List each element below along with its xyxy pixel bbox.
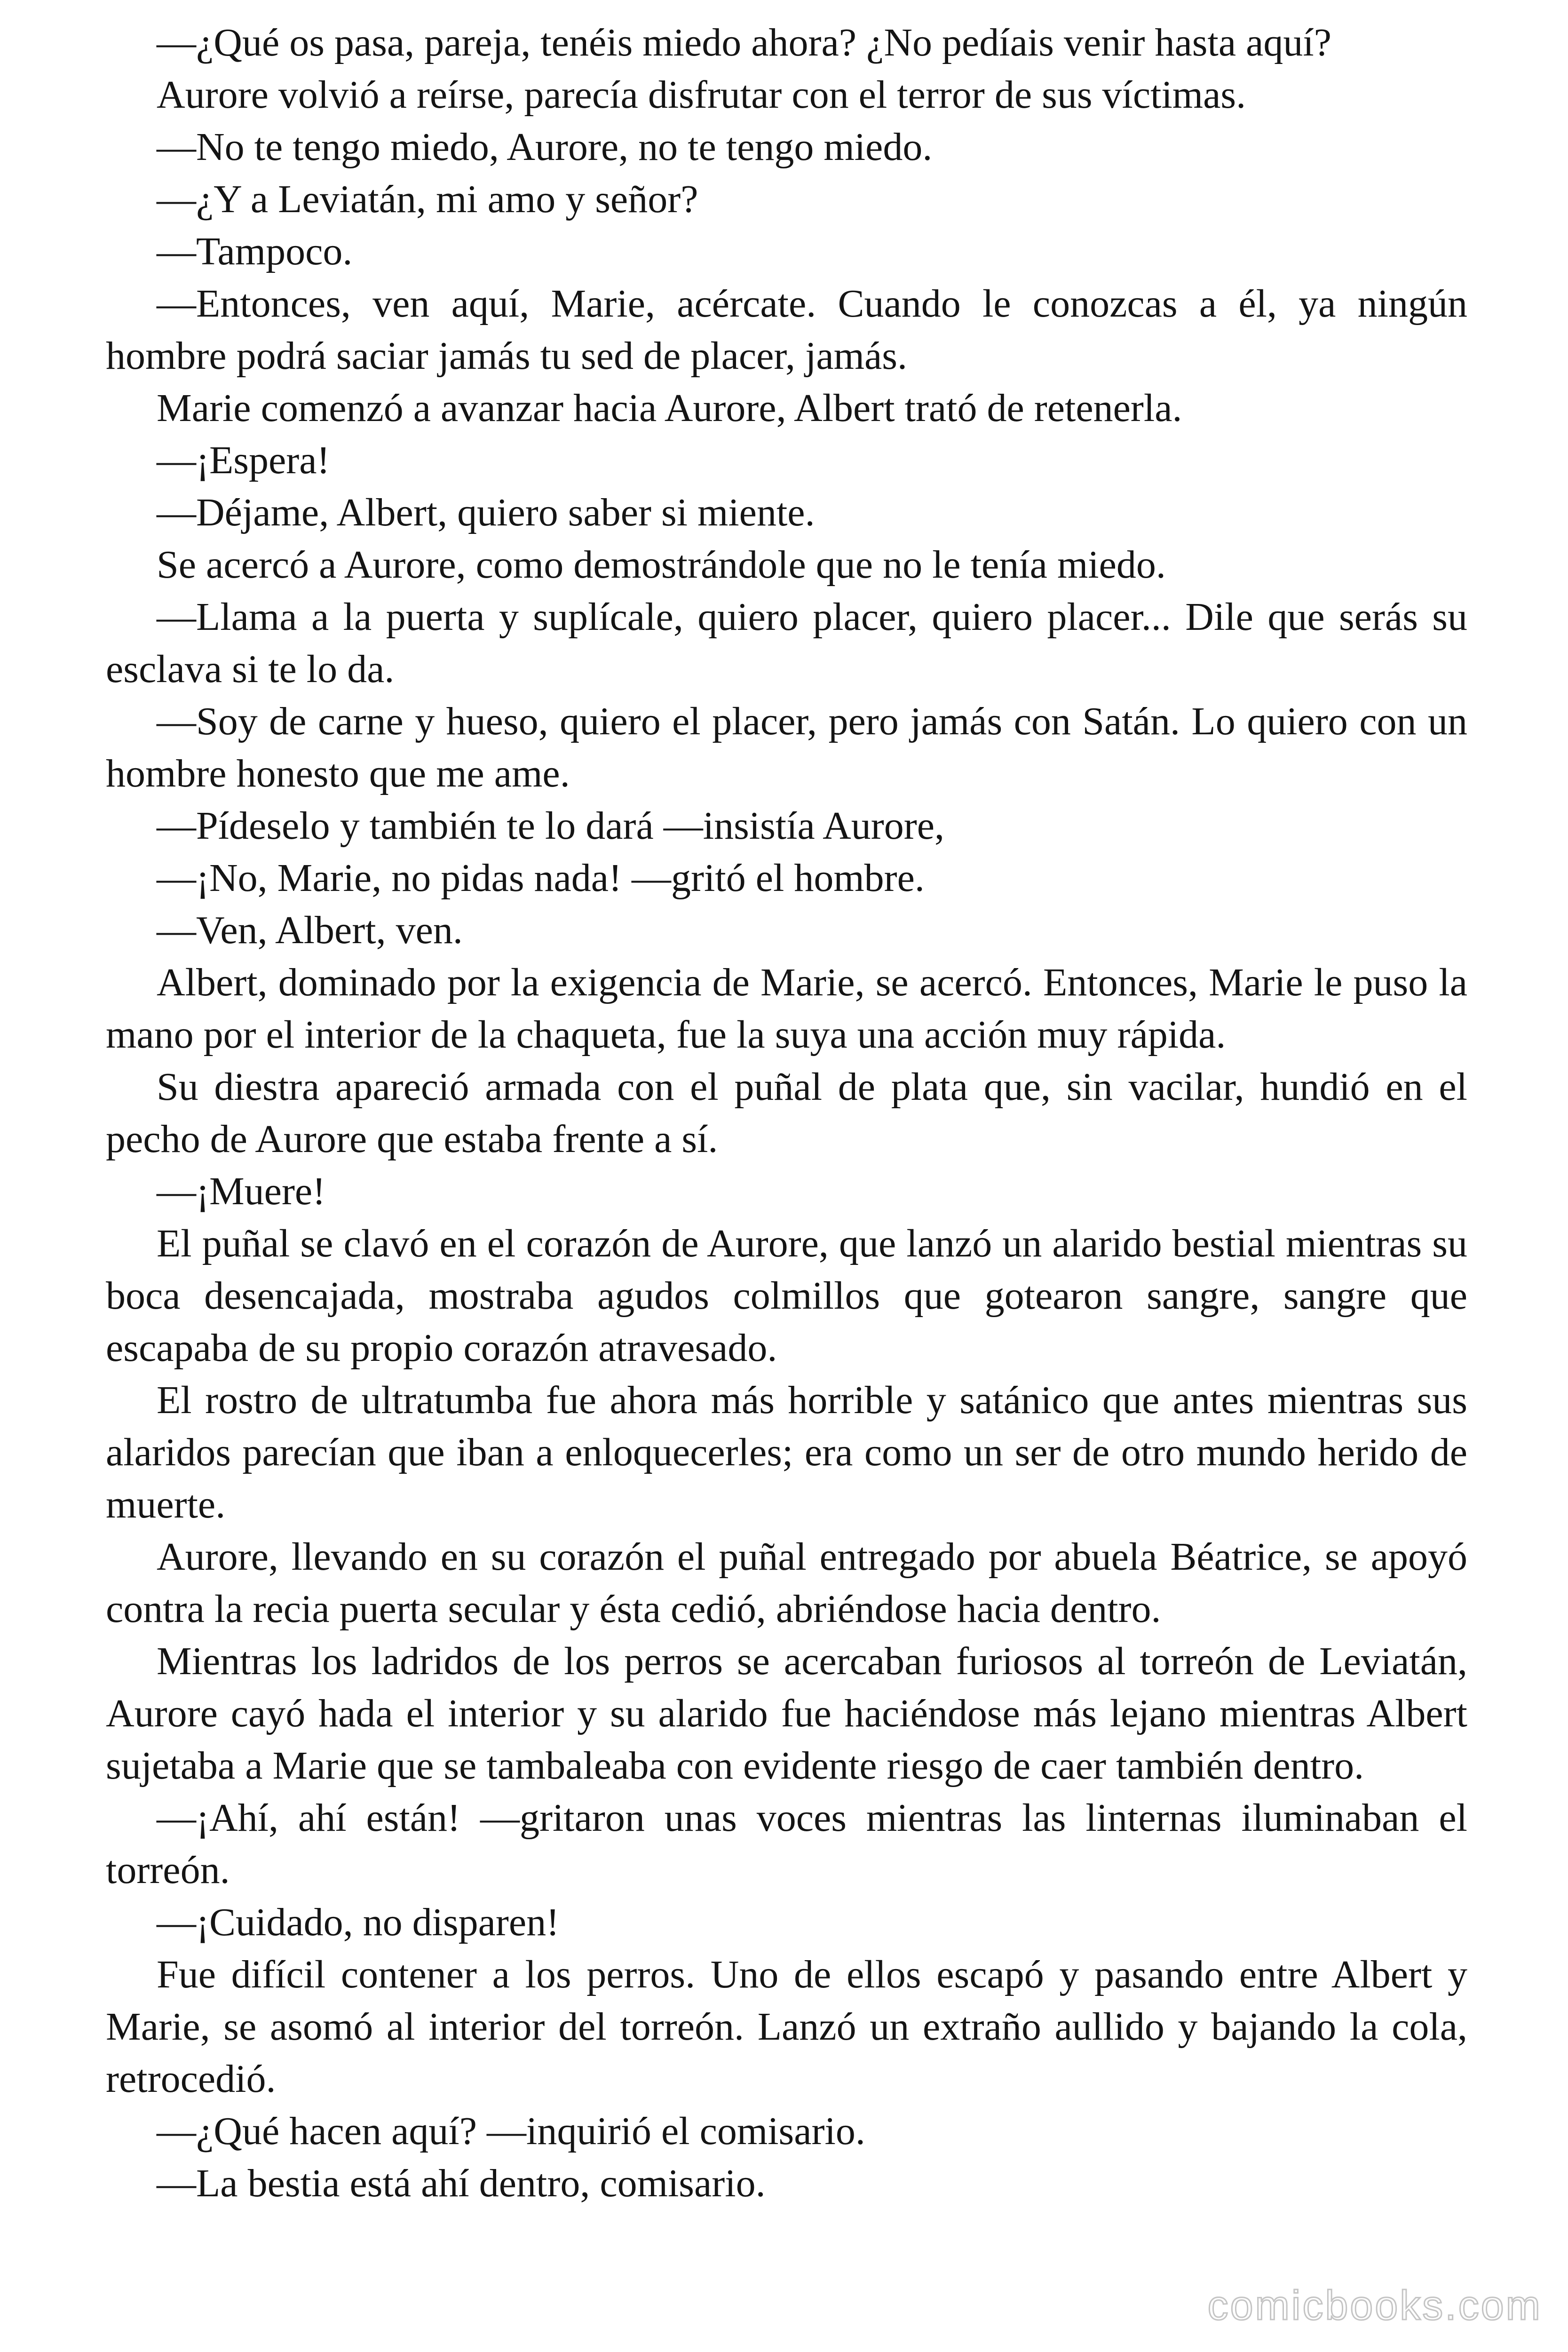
page-body: [106, 16, 1467, 2209]
paragraph: Aurore, llevando en su corazón el puñal entregado por abuela Béatrice, se apoyó contra la recia puerta secular y ésta cedió, abriéndose hacia dentro.: [106, 1535, 1467, 1631]
paragraph: —¿Y a Leviatán, mi amo y señor?: [157, 177, 698, 221]
paragraph: —La bestia está ahí dentro, comisario.: [157, 2161, 766, 2205]
paragraph: —¿Qué os pasa, pareja, tenéis miedo ahora? ¿No pedíais venir hasta aquí?: [157, 21, 1332, 64]
paragraph: —¡Ahí, ahí están! —gritaron unas voces mientras las linternas iluminaban el torreón.: [106, 1796, 1467, 1892]
paragraph: —No te tengo miedo, Aurore, no te tengo miedo.: [157, 125, 933, 169]
paragraph: Aurore volvió a reírse, parecía disfrutar con el terror de sus víctimas.: [157, 73, 1246, 117]
paragraph: El puñal se clavó en el corazón de Aurore, que lanzó un alarido bestial mientras su boca desencajada, mostraba agudos colmillos que gotearon sangre, sangre que escapaba de su propio corazón atravesado.: [106, 1222, 1467, 1370]
paragraph: —Llama a la puerta y suplícale, quiero placer, quiero placer... Dile que serás su esclava si te lo da.: [106, 595, 1467, 691]
paragraph: —Pídeselo y también te lo dará —insistía Aurore,: [157, 804, 944, 848]
paragraph: —Ven, Albert, ven.: [157, 908, 463, 952]
paragraph: —¿Qué hacen aquí? —inquirió el comisario.: [157, 2109, 865, 2153]
paragraph: Marie comenzó a avanzar hacia Aurore, Albert trató de retenerla.: [157, 386, 1182, 430]
paragraph: —¡Cuidado, no disparen!: [157, 1900, 560, 1944]
paragraph: Albert, dominado por la exigencia de Marie, se acercó. Entonces, Marie le puso la mano por el interior de la chaqueta, fue la suya una acción muy rápida.: [106, 961, 1467, 1057]
paragraph: —Entonces, ven aquí, Marie, acércate. Cuando le conozcas a él, ya ningún hombre podrá saciar jamás tu sed de placer, jamás.: [106, 282, 1467, 378]
paragraph: —¡No, Marie, no pidas nada! —gritó el hombre.: [157, 856, 925, 900]
paragraph: El rostro de ultratumba fue ahora más horrible y satánico que antes mientras sus alaridos parecían que iban a enloquecerles; era como un ser de otro mundo herido de muerte.: [106, 1378, 1467, 1526]
paragraph: —¡Espera!: [157, 438, 330, 482]
paragraph: —Soy de carne y hueso, quiero el placer, pero jamás con Satán. Lo quiero con un hombre honesto que me ame.: [106, 699, 1467, 795]
watermark: comicbooks.com: [1207, 2282, 1542, 2328]
paragraph: —¡Muere!: [157, 1169, 326, 1213]
paragraph: Se acercó a Aurore, como demostrándole que no le tenía miedo.: [157, 543, 1166, 587]
paragraph: —Déjame, Albert, quiero saber si miente.: [157, 491, 815, 534]
paragraph: Fue difícil contener a los perros. Uno de ellos escapó y pasando entre Albert y Marie, se asomó al interior del torreón. Lanzó un extraño aullido y bajando la cola, retrocedió.: [106, 1953, 1467, 2101]
paragraph: —Tampoco.: [157, 230, 353, 273]
paragraph: Mientras los ladridos de los perros se acercaban furiosos al torreón de Leviatán, Aurore cayó hada el interior y su alarido fue haciéndose más lejano mientras Albert sujetaba a Marie que se tambaleaba con evidente riesgo de caer también dentro.: [106, 1639, 1467, 1788]
paragraph: Su diestra apareció armada con el puñal de plata que, sin vacilar, hundió en el pecho de Aurore que estaba frente a sí.: [106, 1065, 1467, 1161]
